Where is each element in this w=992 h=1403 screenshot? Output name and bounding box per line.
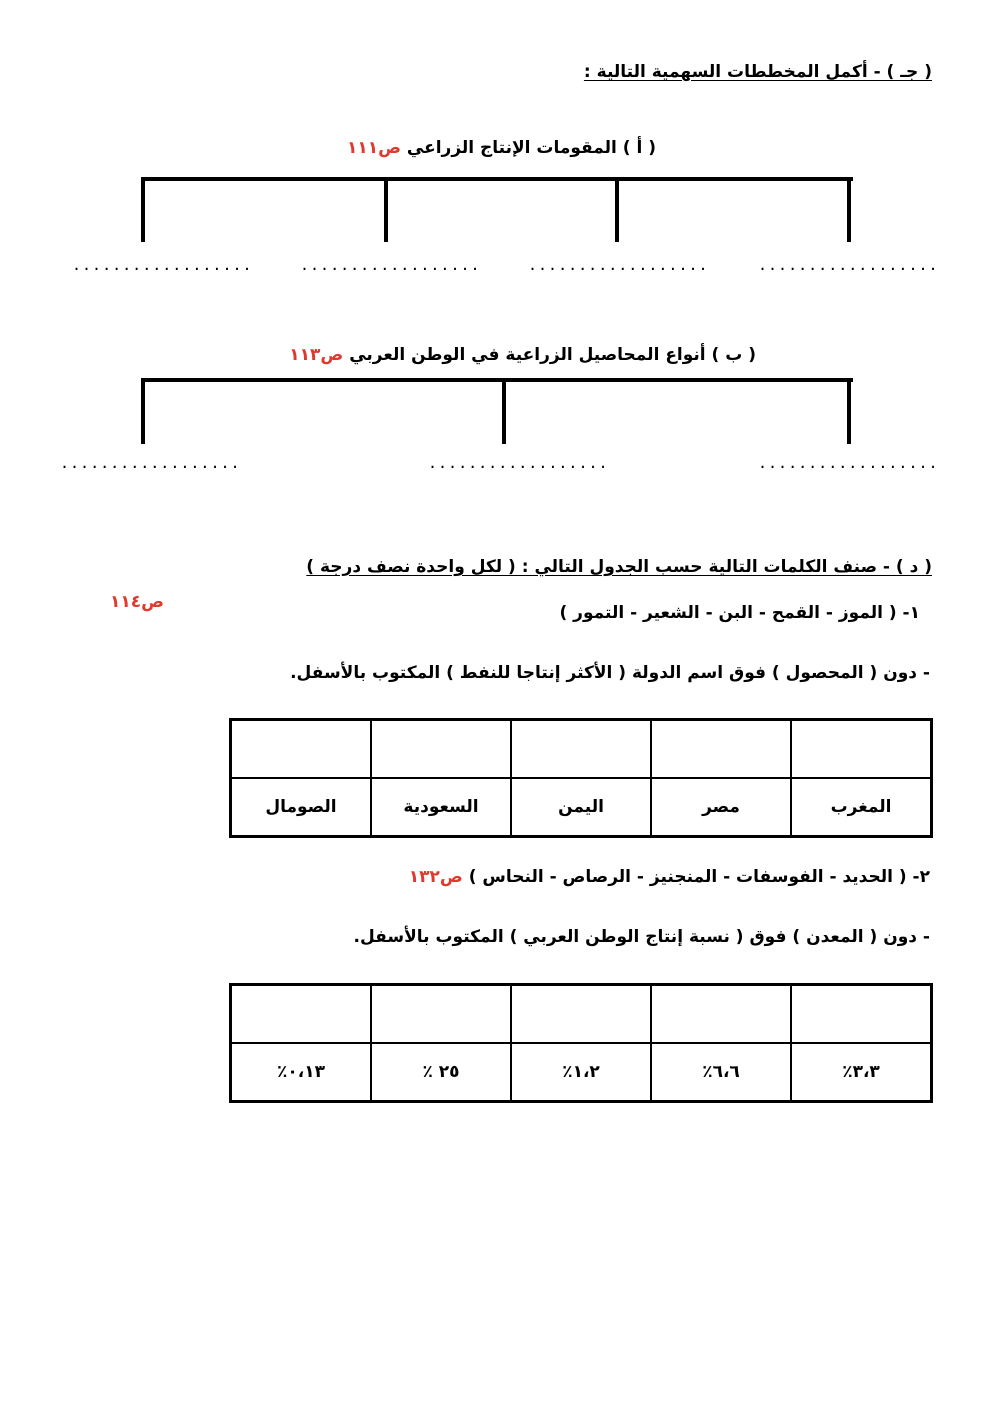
diagram-b-branch-3	[847, 378, 851, 444]
diagram-b-branch-2	[502, 378, 506, 444]
q1-country-cell: السعودية	[371, 778, 511, 837]
diagram-a-blank-4[interactable]: ..................	[72, 256, 253, 274]
q1-answer-cell-1[interactable]	[791, 720, 932, 779]
q1-country-cell: الصومال	[231, 778, 372, 837]
q1-answer-cell-3[interactable]	[511, 720, 651, 779]
q2-percentage-cell: ١،٢٪	[511, 1043, 651, 1102]
diagram-a-branch-4	[847, 177, 851, 242]
diagram-b-top-bar	[141, 378, 853, 382]
q2-page-ref: ص١٣٢	[408, 867, 463, 887]
q1-country-row	[231, 778, 932, 837]
diagram-b-heading	[289, 345, 756, 365]
diagram-a-title: ( أ ) المقومات الإنتاج الزراعي	[406, 138, 656, 158]
diagram-a-blank-3[interactable]: ..................	[300, 256, 481, 274]
q1-answer-cell-4[interactable]	[371, 720, 511, 779]
q1-answer-cell-2[interactable]	[651, 720, 791, 779]
diagram-a-top-bar	[141, 177, 853, 181]
q1-words: ١- ( الموز - القمح - البن - الشعير - التمور )	[559, 603, 920, 623]
diagram-b-branch-1	[141, 378, 145, 444]
q2-answer-row	[231, 985, 932, 1044]
q2-answer-cell-4[interactable]	[371, 985, 511, 1044]
q2-percentage-cell: ٦،٦٪	[651, 1043, 791, 1102]
q2-answer-cell-3[interactable]	[511, 985, 651, 1044]
q2-answer-cell-5[interactable]	[231, 985, 372, 1044]
q1-answer-row	[231, 720, 932, 779]
q1-instruction: - دون ( المحصول ) فوق اسم الدولة ( الأكثر إنتاجا للنفط ) المكتوب بالأسفل.	[290, 663, 930, 683]
q2-heading	[409, 867, 930, 887]
diagram-a-branch-2	[384, 177, 388, 242]
diagram-b-blank-2[interactable]: ..................	[428, 454, 609, 472]
q1-answer-cell-5[interactable]	[231, 720, 372, 779]
q2-percentage-cell: ٣،٣٪	[791, 1043, 932, 1102]
diagram-a-page-ref: ص١١١	[346, 138, 401, 158]
q2-percentage-row	[231, 1043, 932, 1102]
q2-answer-cell-1[interactable]	[791, 985, 932, 1044]
diagram-a-heading	[347, 138, 656, 158]
diagram-a-branch-3	[615, 177, 619, 242]
diagram-b-blank-1[interactable]: ..................	[758, 454, 939, 472]
diagram-a-blank-2[interactable]: ..................	[528, 256, 709, 274]
q2-percentage-cell: ٢٥ ٪	[371, 1043, 511, 1102]
q1-country-cell: المغرب	[791, 778, 932, 837]
q2-percentage-cell: ٠،١٣٪	[231, 1043, 372, 1102]
diagram-b-blank-3[interactable]: ..................	[60, 454, 241, 472]
q2-answer-cell-2[interactable]	[651, 985, 791, 1044]
diagram-b-page-ref: ص١١٣	[289, 345, 344, 365]
diagram-a-branch-1	[141, 177, 145, 242]
q2-instruction: - دون ( المعدن ) فوق ( نسبة إنتاج الوطن العربي ) المكتوب بالأسفل.	[353, 927, 930, 947]
q2-table	[229, 983, 933, 1103]
section-d-title: ( د ) - صنف الكلمات التالية حسب الجدول التالي : ( لكل واحدة نصف درجة )	[306, 557, 932, 577]
q1-country-cell: اليمن	[511, 778, 651, 837]
q1-table	[229, 718, 933, 838]
diagram-b-title: ( ب ) أنواع المحاصيل الزراعية في الوطن العربي	[349, 345, 756, 365]
q2-words: ٢- ( الحديد - الفوسفات - المنجنيز - الرصاص - النحاس )	[468, 867, 930, 887]
q1-country-cell: مصر	[651, 778, 791, 837]
section-d-page-ref: ص١١٤	[110, 592, 165, 612]
diagram-a-blank-1[interactable]: ..................	[758, 256, 939, 274]
section-c-title: ( جـ ) - أكمل المخططات السهمية التالية :	[583, 62, 932, 82]
